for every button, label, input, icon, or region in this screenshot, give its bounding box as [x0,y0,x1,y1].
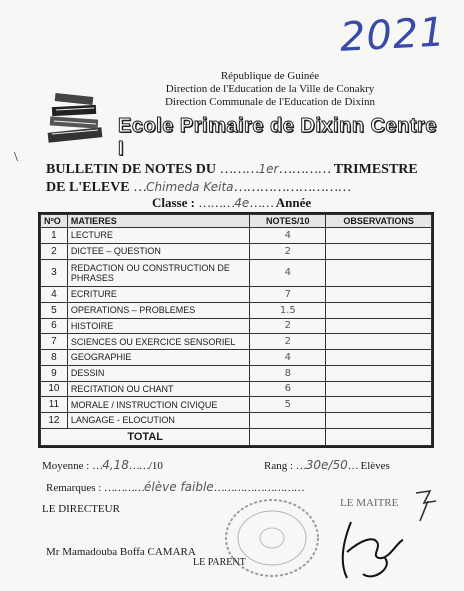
row-subject: ECRITURE [67,287,249,303]
row-observation [326,243,432,259]
header-direction-commune: Direction Communale de l'Education de Dixinn [164,96,375,108]
row-observation [326,259,432,287]
student-label: DE L'ELEVE [46,180,130,195]
table-row [41,259,432,287]
row-number: 3 [41,259,68,287]
class-label: Classe : [152,195,195,210]
total-note [250,428,326,445]
table-row [41,334,432,350]
row-observation [326,318,432,334]
table-row [41,381,432,397]
average-label: Moyenne : [42,460,90,472]
total-observation [326,428,432,445]
row-observation [326,413,432,429]
row-number: 5 [41,302,68,318]
average-suffix: /10 [148,460,163,472]
row-observation [326,334,432,350]
header-direction-city: Direction de l'Education de la Ville de Conakry [165,83,375,95]
row-subject: LECTURE [67,228,249,244]
row-number: 6 [41,318,68,334]
table-row [41,350,432,366]
director-name: Mr Mamadouba Boffa CAMARA [46,546,196,558]
average-line: Moyenne : …4,18……/10 [42,458,163,472]
row-note: 2 [250,334,326,350]
table-row [41,243,432,259]
class-line: Classe : ………4e…… Année [152,195,312,210]
remarks-line: Remarques : …………élève faible……………………… [46,480,304,494]
row-note: 7 [250,287,326,303]
director-label: LE DIRECTEUR [42,503,120,515]
row-number: 4 [41,287,68,303]
remarks-label: Remarques : [46,482,102,494]
teacher-label: LE MAITRE [340,497,399,509]
average-value: 4,18 [102,458,129,472]
table-row [41,397,432,413]
table-row [41,318,432,334]
school-name: Ecole Primaire de Dixinn Centre I [118,115,437,160]
table-row [41,228,432,244]
row-subject: OPERATIONS – PROBLEMES [67,302,249,318]
rank-value: 30e/50 [305,458,348,472]
director-signature-icon [333,512,413,584]
school-stamp-icon [222,495,322,581]
table-row [41,413,432,429]
row-note: 2 [250,243,326,259]
student-line: DE L'ELEVE …Chimeda Keita……………………… [46,180,351,195]
row-note: 6 [250,381,326,397]
row-number: 7 [41,334,68,350]
col-number: NºO [41,215,68,228]
student-name: Chimeda Keita [146,180,234,194]
row-number: 1 [41,228,68,244]
row-number: 2 [41,243,68,259]
teacher-signature-icon [410,487,442,525]
row-observation [326,397,432,413]
bulletin-title: BULLETIN DE NOTES DU ………1er………… TRIMESTRE [46,162,418,177]
row-number: 11 [41,397,68,413]
row-note: 4 [250,228,326,244]
remarks-value: élève faible [144,480,214,494]
row-note: 2 [250,318,326,334]
row-subject: DESSIN [67,365,249,381]
col-subject: MATIERES [67,215,249,228]
handwritten-year: 2021 [338,9,447,61]
col-observations: OBSERVATIONS [326,215,432,228]
row-subject: GEOGRAPHIE [67,350,249,366]
parent-label: LE PARENT [193,557,246,568]
row-note: 5 [250,397,326,413]
row-note: 1.5 [250,302,326,318]
row-subject: REDACTION OU CONSTRUCTION DE PHRASES [67,259,249,287]
row-subject: LANGAGE - ELOCUTION [67,413,249,429]
class-value: 4e [234,196,250,210]
bulletin-title-left: BULLETIN DE NOTES DU [46,162,216,177]
books-logo-icon [40,88,110,158]
row-note [250,413,326,429]
row-subject: HISTOIRE [67,318,249,334]
row-observation [326,228,432,244]
row-observation [326,350,432,366]
row-number: 10 [41,381,68,397]
col-notes: NOTES/10 [250,215,326,228]
table-header-row [41,215,432,228]
year-label: Année [275,195,312,210]
row-number: 9 [41,365,68,381]
row-note: 4 [250,259,326,287]
header-block [120,70,420,109]
grades-table [38,212,434,448]
total-row [41,428,432,445]
row-subject: MORALE / INSTRUCTION CIVIQUE [67,397,249,413]
rank-suffix: Elèves [360,460,390,472]
row-number: 12 [41,413,68,429]
table-row [41,287,432,303]
row-observation [326,302,432,318]
row-subject: DICTEE – QUESTION [67,243,249,259]
total-label: TOTAL [41,428,250,445]
rank-line: Rang : …30e/50… Elèves [264,458,390,472]
rank-label: Rang : [264,460,294,472]
row-note: 8 [250,365,326,381]
row-subject: SCIENCES OU EXERCICE SENSORIEL [67,334,249,350]
bulletin-title-right: TRIMESTRE [333,162,418,177]
margin-mark: \ [14,150,18,165]
row-note: 4 [250,350,326,366]
trimester-value: 1er [258,162,279,176]
row-observation [326,381,432,397]
header-republic: République de Guinée [220,70,320,82]
table-row [41,365,432,381]
row-number: 8 [41,350,68,366]
row-subject: RECITATION OU CHANT [67,381,249,397]
table-row [41,302,432,318]
row-observation [326,365,432,381]
row-observation [326,287,432,303]
